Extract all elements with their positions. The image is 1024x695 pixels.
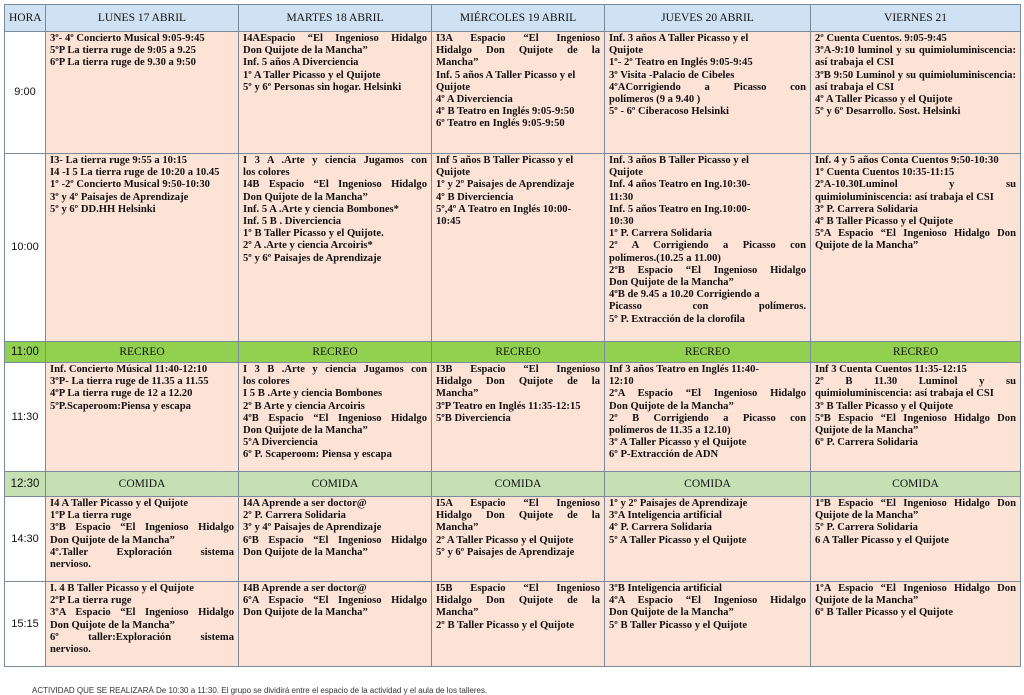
activity-line: 3ºA Inteligencia artificial [609,510,722,522]
activity-cell [432,32,605,154]
activity-line: Inf. Concierto Músical 11:40-12:10 [50,364,208,375]
activity-line: 3º P. Carrera Solidaria [815,203,918,215]
activity-line: Quijote [436,167,471,179]
lunch-cell: COMIDA [432,472,605,497]
activity-cell [432,582,605,667]
hour-cell: 11:00 [5,342,46,363]
break-cell: RECREO [811,342,1021,363]
activity-line: 5º y 6º Paisajes de Aprendizaje [436,546,575,558]
activity-cell [239,154,432,342]
activity-line: 5º y 6º DD.HH Helsinki [50,203,156,215]
activity-line: I3A Espacio “El Ingenioso [436,33,600,44]
activity-line: así trabaja el CSI [815,57,895,69]
header-row [5,5,1021,32]
activity-line: Inf 3 años Teatro en Inglés 11:40- [609,364,759,375]
activity-line: 6º P. Scaperoom: Piensa y escapa [243,449,392,461]
activity-line: I5B Espacio “El Ingenioso [436,583,600,594]
activity-cell [605,497,811,582]
footnote: ACTIVIDAD QUE SE REALIZARÁ De 10:30 a 11:30. El grupo se dividirá entre el espacio de la actividad y el aula de los talleres. [32,686,488,695]
activity-line: I4B Espacio “El Ingenioso Hidalgo [243,179,427,191]
activity-line: 5º y 6º Paisajes de Aprendizaje [243,252,382,264]
activity-line: Quijote de la Mancha” [815,425,919,437]
hour-cell: 14:30 [5,497,46,582]
schedule-row [5,154,1021,342]
activity-cell [46,497,239,582]
lunch-cell: COMIDA [811,472,1021,497]
activity-line: I 3 B .Arte y ciencia Jugamos con [243,364,427,375]
activity-line: 6ºA Espacio “El Ingenioso Hidalgo [243,595,427,607]
activity-cell [432,497,605,582]
hour-cell: 15:15 [5,582,46,667]
activity-line: Don Quijote de la Mancha” [609,607,734,619]
activity-line: 1º A Taller Picasso y el Quijote [243,69,381,81]
activity-line: Don Quijote de la Mancha” [50,619,175,631]
activity-line: 4º B Diverciencia [436,191,514,203]
activity-line: 10:30 [609,216,634,228]
activity-line: 4ºACorrigiendo a Picasso con [609,81,806,93]
activity-line: 1ºB Espacio “El Ingenioso Hidalgo Don [815,498,1016,509]
activity-line: 1º Cuenta Cuentos 10:35-11:15 [815,167,955,179]
activity-line: Hidalgo Don Quijote de la [436,510,600,522]
activity-line: 11:30 [609,191,634,203]
activity-line: 6º P-Extracción de ADN [609,449,719,461]
activity-line: I4A Aprende a ser doctor@ [243,498,367,509]
activity-line: I3- La tierra ruge 9:55 a 10:15 [50,155,188,166]
activity-cell [432,154,605,342]
activity-line: Mancha” [436,607,479,619]
break-cell: RECREO [605,342,811,363]
activity-line: I4 -I 5 La tierra ruge de 10:20 a 10.45 [50,167,220,179]
activity-cell [46,32,239,154]
activity-line: los colores [243,376,290,388]
activity-line: Inf 3 Cuenta Cuentos 11:35-12:15 [815,364,967,375]
activity-line: Inf. 5 años Teatro en Ing.10:00- [609,203,751,215]
activity-line: 3º y 4º Paisajes de Aprendizaje [243,522,382,534]
activity-line: I 5 B .Arte y ciencia Bombones [243,388,383,400]
activity-line: 3ºA Espacio “El Ingenioso Hidalgo [50,607,234,619]
activity-line: 1ºP La tierra ruge [50,510,132,522]
hour-cell: 10:00 [5,154,46,342]
activity-line: 1º y 2º Paisajes de Aprendizaje [436,179,575,191]
schedule-row [5,497,1021,582]
activity-cell [811,497,1021,582]
lunch-cell: COMIDA [605,472,811,497]
activity-line: Quijote [609,45,644,57]
activity-line: 3º y 4º Paisajes de Aprendizaje [50,191,189,203]
activity-line: I4AEspacio “El Ingenioso Hidalgo [243,33,427,44]
activity-line: así trabaja el CSI [815,81,895,93]
activity-line: 4º P. Carrera Solidaria [609,522,712,534]
activity-cell [605,363,811,472]
activity-line: I4B Aprende a ser doctor@ [243,583,367,594]
activity-line: 1º P. Carrera Solidaria [609,228,712,240]
activity-cell [811,363,1021,472]
activity-line: 3º B Taller Picasso y el Quijote [815,400,954,412]
activity-line: 2º Cuenta Cuentos. 9:05-9:45 [815,33,947,44]
break-cell: RECREO [46,342,239,363]
hour-cell: 12:30 [5,472,46,497]
day-header: MIÉRCOLES 19 ABRIL [432,5,605,32]
activity-line: 5ºB Espacio “El Ingenioso Hidalgo Don [815,412,1016,424]
activity-line: 2ºP La tierra ruge [50,595,132,607]
activity-line: Don Quijote de la Mancha” [609,277,734,289]
activity-cell [605,154,811,342]
activity-line: Inf. 3 años B Taller Picasso y el [609,155,749,166]
activity-line: Quijote de la Mancha” [815,595,919,607]
activity-line: 5ºP.Scaperoom:Piensa y escapa [50,400,191,412]
activity-line: 2º B Taller Picasso y el Quijote [436,619,575,631]
activity-cell [239,363,432,472]
activity-line: 5ºB Diverciencia [436,412,511,424]
activity-line: 10:45 [436,216,461,228]
activity-line: nervioso. [50,644,91,656]
activity-line: I3B Espacio “El Ingenioso [436,364,600,375]
schedule-row [5,582,1021,667]
activity-line: 2ºA-10.30Luminol y su [815,179,1016,191]
activity-line: Inf. 3 años A Taller Picasso y el [609,33,749,44]
activity-line: Don Quijote de la Mancha” [243,607,368,619]
activity-line: Inf. 5 años A Diverciencia [243,57,359,69]
activity-line: Mancha” [436,388,479,400]
activity-cell [811,582,1021,667]
activity-line: 1º -2º Concierto Musical 9:50-10:30 [50,179,210,191]
schedule-table [4,4,1021,667]
activity-line: 2º B Arte y ciencia Arcoiris [243,400,365,412]
activity-line: polímeros (9 a 9.40 ) [609,94,701,106]
activity-line: 5º - 6º Ciberacoso Helsinki [609,106,729,118]
activity-line: 3ºP Teatro en Inglés 11:35-12:15 [436,400,581,412]
activity-line: Quijote [609,167,644,179]
activity-line: 3ºB Inteligencia artificial [609,583,722,594]
activity-line: I5A Espacio “El Ingenioso [436,498,600,509]
activity-line: 5º P. Carrera Solidaria [815,522,918,534]
activity-line: 5ºA Diverciencia [243,437,318,449]
activity-line: Don Quijote de la Mancha” [609,400,734,412]
day-header: MARTES 18 ABRIL [239,5,432,32]
activity-cell [605,582,811,667]
activity-line: Don Quijote de la Mancha” [50,534,175,546]
activity-line: 12:10 [609,376,634,388]
hour-cell: 11:30 [5,363,46,472]
activity-cell [239,582,432,667]
activity-line: 3º Visita -Palacio de Cibeles [609,69,735,81]
activity-line: 4º B Taller Picasso y el Quijote [815,216,954,228]
activity-line: 1º y 2º Paisajes de Aprendizaje [609,498,748,509]
activity-line: 4ºB de 9.45 a 10.20 Corrigiendo a [609,289,760,301]
activity-line: Quijote de la Mancha” [815,510,919,522]
activity-line: I. 4 B Taller Picasso y el Quijote [50,583,194,594]
activity-line: 5º A Taller Picasso y el Quijote [609,534,747,546]
activity-line: 2º P. Carrera Solidaria [243,510,346,522]
activity-line: 6º taller:Exploración sistema [50,631,234,643]
activity-line: 2º A Corrigiendo a Picasso con [609,240,806,252]
activity-line: Don Quijote de la Mancha” [243,546,368,558]
day-header: LUNES 17 ABRIL [46,5,239,32]
activity-line: 2º B 11.30 Luminol y su [815,376,1016,388]
activity-line: 1º B Taller Picasso y el Quijote. [243,228,384,240]
activity-line: Inf. 5 años A Taller Picasso y el [436,69,576,81]
hour-header: HORA [5,5,46,32]
activity-line: 2º B Corrigiendo a Picasso con [609,412,806,424]
activity-line: 1º- 2º Teatro en Inglés 9:05-9:45 [609,57,753,69]
day-header: JUEVES 20 ABRIL [605,5,811,32]
activity-line: Hidalgo Don Quijote de la [436,376,600,388]
hour-cell: 9:00 [5,32,46,154]
activity-line: Mancha” [436,57,479,69]
activity-line: 6º B Taller Picasso y el Quijote [815,607,954,619]
activity-line: 6ºB Espacio “El Ingenioso Hidalgo [243,534,427,546]
activity-line: Inf. 4 y 5 años Conta Cuentos 9:50-10:30 [815,155,999,166]
activity-line: 3ºP- La tierra ruge de 11.35 a 11.55 [50,376,209,388]
activity-line: 4ºB Espacio “El Ingenioso Hidalgo [243,412,427,424]
activity-line: Don Quijote de la Mancha” [243,191,368,203]
activity-cell [811,32,1021,154]
activity-cell [46,582,239,667]
activity-line: polímeros de 11.35 a 12.10) [609,425,731,437]
activity-line: 2º A .Arte y ciencia Arcoiris* [243,240,373,252]
activity-line: 5º y 6º Personas sin hogar. Helsinki [243,81,402,93]
activity-line: Mancha” [436,522,479,534]
activity-line: 2º A Taller Picasso y el Quijote [436,534,574,546]
activity-cell [605,32,811,154]
schedule-row [5,363,1021,472]
activity-line: Don Quijote de la Mancha” [243,45,368,57]
activity-line: 6 A Taller Picasso y el Quijote [815,534,949,546]
schedule-row [5,32,1021,154]
activity-line: Inf. 4 años Teatro en Ing.10:30- [609,179,751,191]
activity-line: 6º Teatro en Inglés 9:05-9:50 [436,118,565,130]
activity-line: I 3 A .Arte y ciencia Jugamos con [243,155,427,166]
activity-line: 1ºA Espacio “El Ingenioso Hidalgo Don [815,583,1016,594]
activity-line: 6ºP La tierra ruge de 9.30 a 9:50 [50,57,196,69]
activity-line: 3ºB Espacio “El Ingenioso Hidalgo [50,522,234,534]
break-cell: RECREO [239,342,432,363]
activity-line: I4 A Taller Picasso y el Quijote [50,498,189,509]
activity-line: 4º B Teatro en Inglés 9:05-9:50 [436,106,575,118]
lunch-cell: COMIDA [46,472,239,497]
activity-line: 5ºA Espacio “El Ingenioso Hidalgo Don [815,228,1016,240]
activity-line: 4º A Diverciencia [436,94,513,106]
activity-cell [239,497,432,582]
activity-line: 2ºA Espacio “El Ingenioso Hidalgo [609,388,806,400]
activity-line: 4ºP La tierra ruge de 12 a 12.20 [50,388,193,400]
activity-cell [46,154,239,342]
activity-line: 3º- 4º Concierto Musical 9:05-9:45 [50,33,205,44]
activity-line: Hidalgo Don Quijote de la [436,595,600,607]
activity-cell [46,363,239,472]
activity-line: Quijote [436,81,471,93]
schedule-row [5,342,1021,363]
activity-line: 6º P. Carrera Solidaria [815,437,918,449]
activity-line: 3º A Taller Picasso y el Quijote [609,437,747,449]
activity-cell [239,32,432,154]
activity-line: Don Quijote de la Mancha” [243,425,368,437]
activity-line: 5º P. Extracción de la clorofila [609,313,745,325]
day-header: VIERNES 21 [811,5,1021,32]
activity-line: Inf. 5 A .Arte y ciencia Bombones* [243,203,399,215]
activity-line: quimioluminiscencia: así trabaja el CSI [815,388,994,400]
activity-line: 5º B Taller Picasso y el Quijote [609,619,748,631]
schedule-row [5,472,1021,497]
activity-line: polímeros.(10.25 a 11.00) [609,252,721,264]
activity-line: 4º A Taller Picasso y el Quijote [815,94,953,106]
activity-line: 5º y 6º Desarrollo. Sost. Helsinki [815,106,961,118]
activity-line: los colores [243,167,290,179]
activity-cell [811,154,1021,342]
activity-line: Inf 5 años B Taller Picasso y el [436,155,574,166]
activity-line: 3ºA-9:10 luminol y su quimioluminiscencia: [815,45,1016,57]
break-cell: RECREO [432,342,605,363]
activity-line: 5ºP La tierra ruge de 9:05 a 9.25 [50,45,196,57]
activity-line: 4º.Taller Exploración sistema [50,546,234,558]
activity-line: quimioluminiscencia: así trabaja el CSI [815,191,994,203]
activity-line: Inf. 5 B . Diverciencia [243,216,342,228]
activity-line: Picasso con polímeros. [609,301,806,313]
lunch-cell: COMIDA [239,472,432,497]
activity-line: 3ºB 9:50 Luminol y su quimioluminiscencia: [815,69,1016,81]
activity-line: 5º,4º A Teatro en Inglés 10:00- [436,203,572,215]
activity-line: nervioso. [50,559,91,571]
activity-line: 2ºB Espacio “El Ingenioso Hidalgo [609,264,806,276]
activity-cell [432,363,605,472]
activity-line: 4ºA Espacio “El Ingenioso Hidalgo [609,595,806,607]
activity-line: Quijote de la Mancha” [815,240,919,252]
activity-line: Hidalgo Don Quijote de la [436,45,600,57]
